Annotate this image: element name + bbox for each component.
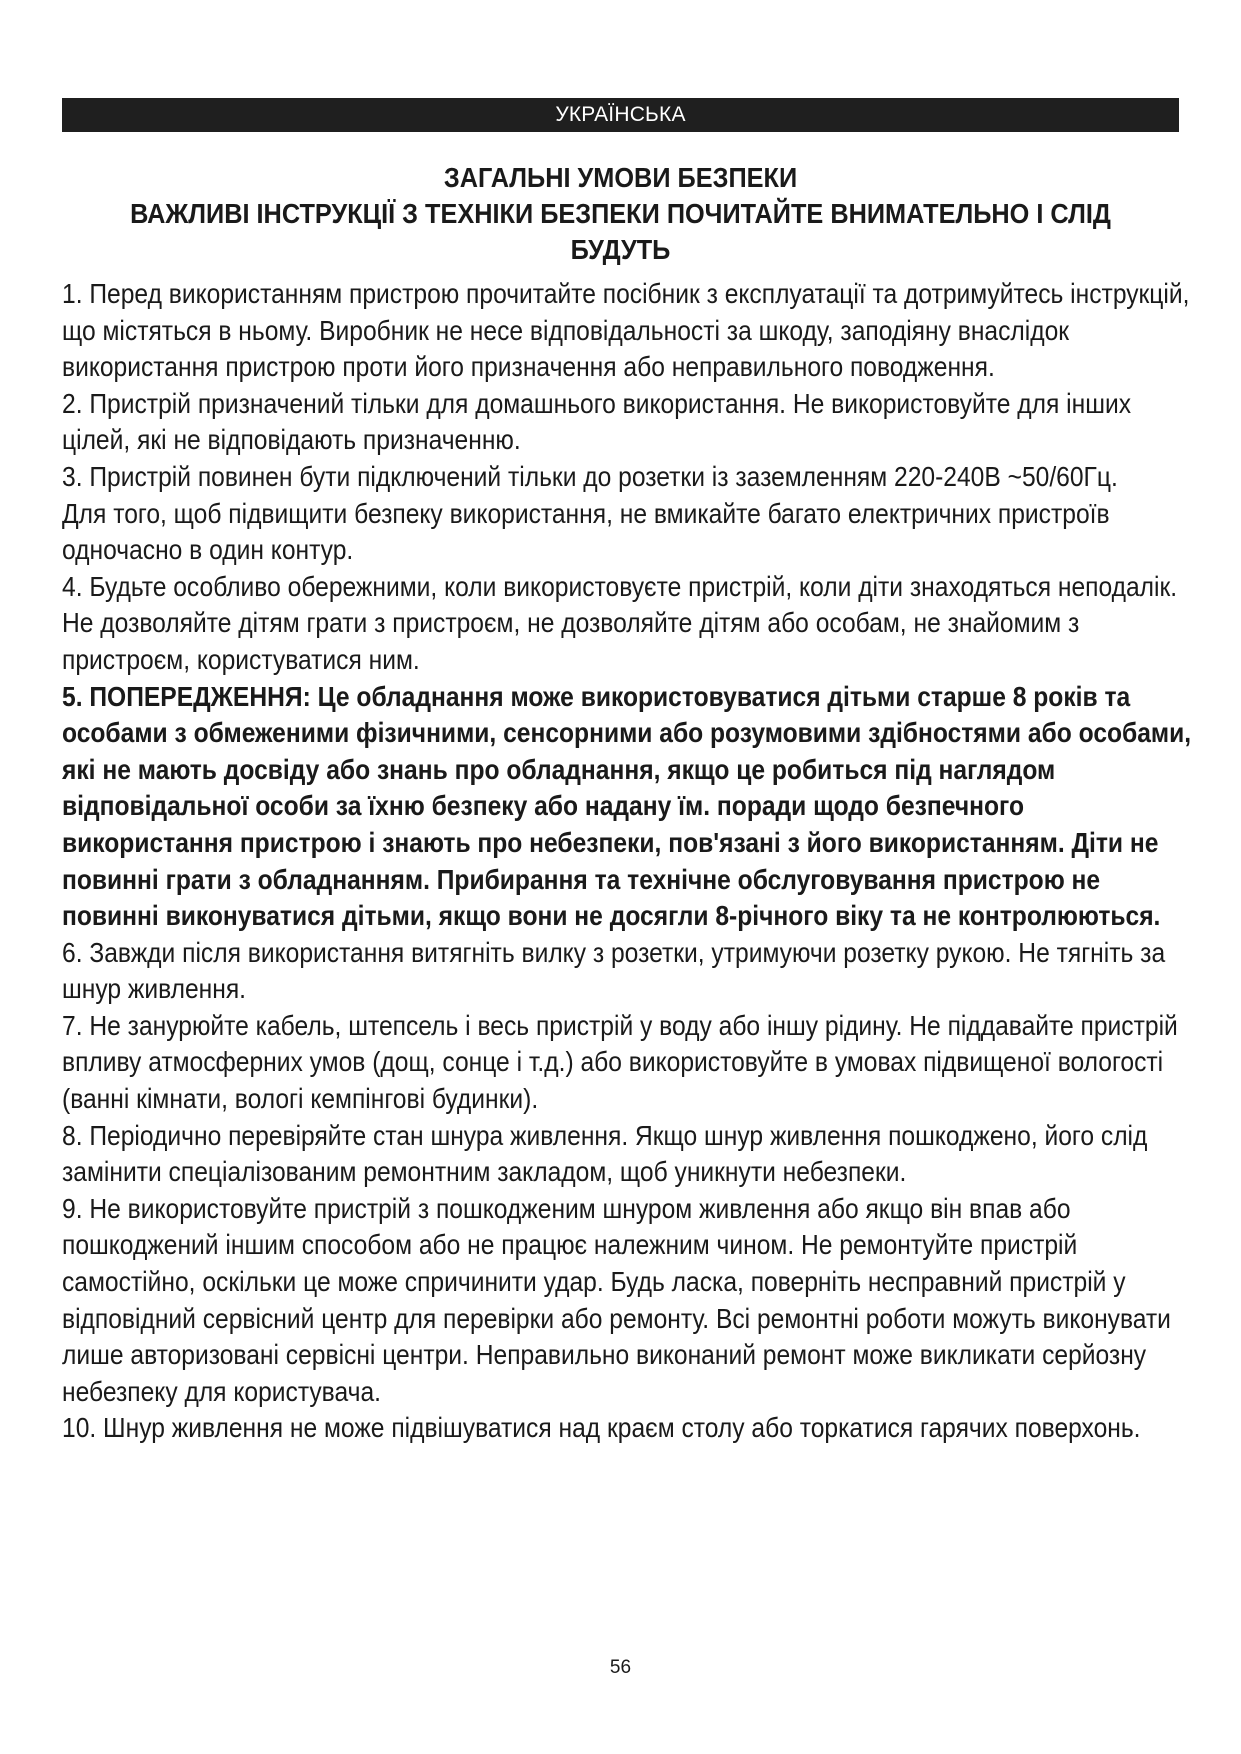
instruction-item-2: 2. Пристрій призначений тільки для домашнього використання. Не використовуйте для інших цілей, які не відповідають призначенню. bbox=[62, 387, 1132, 456]
section-heading bbox=[107, 160, 1135, 268]
heading-title: ЗАГАЛЬНІ УМОВИ БЕЗПЕКИ bbox=[443, 162, 798, 193]
instruction-item-7: 7. Не занурюйте кабель, штепсель і весь пристрій у воду або іншу рідину. Не піддавайте пристрій впливу атмосферних умов (дощ, сонце і т.д.) або використовуйте в умовах підвищеної вологості (ванні кімнати, вологі кемпінгові будинки). bbox=[62, 1009, 1178, 1115]
instruction-item-3: 3. Пристрій повинен бути підключений тільки до розетки із заземленням 220-240В ~50/60Гц. bbox=[62, 460, 1118, 492]
instruction-item-8: 8. Періодично перевіряйте стан шнура живлення. Якщо шнур живлення пошкоджено, його слід замінити спеціалізованим ремонтним закладом, щоб уникнути небезпеки. bbox=[62, 1119, 1148, 1188]
language-header-bar: УКРАЇНСЬКА bbox=[62, 98, 1179, 132]
instruction-item-9: 9. Не використовуйте пристрій з пошкодженим шнуром живлення або якщо він впав або пошкоджений іншим способом або не працює належним чином. Не ремонтуйте пристрій самостійно, оскільки це може спричинити удар. Будь ласка, поверніть несправний пристрій у відповідний сервісний центр для перевірки або ремонту. Всі ремонтні роботи можуть виконувати лише авторизовані сервісні центри. Неправильно виконаний ремонт може викликати серйозну небезпеку для користувача. bbox=[62, 1192, 1171, 1407]
instruction-item-4: 4. Будьте особливо обережними, коли використовуєте пристрій, коли діти знаходяться неподалік. Не дозволяйте дітям грати з пристроєм, не дозволяйте дітям або особам, не знайомим з пристроєм, користуватися ним. bbox=[62, 570, 1178, 675]
instruction-item-5-warning: 5. ПОПЕРЕДЖЕННЯ: Це обладнання може використовуватися дітьми старше 8 років та особами з обмеженими фізичними, сенсорними або розумовими здібностями або особами, які не мають досвіду або знань про обладнання, якщо це робиться під наглядом відповідальної особи за їхню безпеку або надану їм. поради щодо безпечного використання пристрою і знають про небезпеки, пов'язані з його використанням. Діти не повинні грати з обладнанням. Прибирання та технічне обслуговування пристрою не повинні виконуватися дітьми, якщо вони не досягли 8-річного віку та не контролюються. bbox=[62, 680, 1192, 932]
instruction-item-6: 6. Завжди після використання витягніть вилку з розетки, утримуючи розетку рукою. Не тягніть за шнур живлення. bbox=[62, 936, 1166, 1005]
instruction-item-1: 1. Перед використанням пристрою прочитайте посібник з експлуатації та дотримуйтесь інструкцій, що містяться в ньому. Виробник не несе відповідальності за шкоду, заподіяну внаслідок використання пристрою проти його призначення або неправильного поводження. bbox=[62, 278, 1190, 383]
instruction-item-10: 10. Шнур живлення не може підвішуватися над краєм столу або торкатися гарячих поверхонь. bbox=[62, 1412, 1141, 1444]
page-number: 56 bbox=[609, 1657, 632, 1678]
instructions-list bbox=[62, 276, 1192, 1447]
heading-subtitle: ВАЖЛИВІ ІНСТРУКЦІЇ З ТЕХНІКИ БЕЗПЕКИ ПОЧИТАЙТЕ ВНИМАТЕЛЬНО І СЛІД БУДУТЬ bbox=[130, 198, 1111, 265]
instruction-item-3-note: Для того, щоб підвищити безпеку використання, не вмикайте багато електричних пристроїв одночасно в один контур. bbox=[62, 497, 1110, 566]
